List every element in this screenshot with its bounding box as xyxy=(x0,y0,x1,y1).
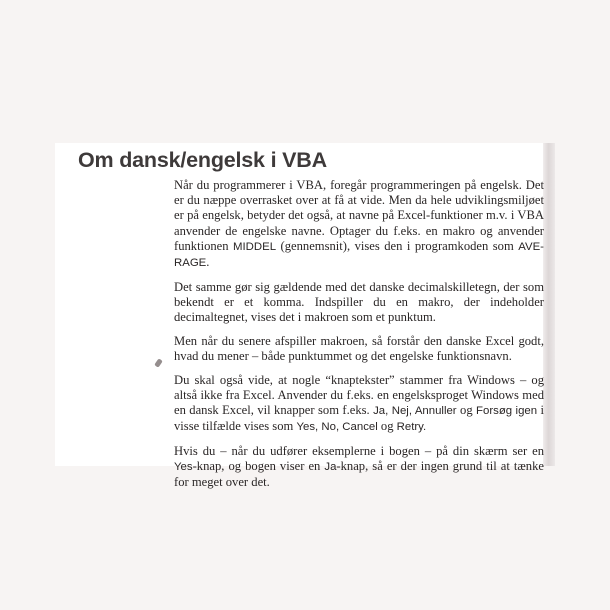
keyword-ja: Ja xyxy=(373,405,386,418)
keyword-nej: Nej xyxy=(391,405,409,418)
keyword-yes: Yes xyxy=(296,421,316,434)
keyword-ja-knap: Ja xyxy=(324,461,337,474)
section-title: Om dansk/engelsk i VBA xyxy=(78,148,327,172)
paragraph-vba-english: Når du programmerer i VBA, foregår programmeringen på engelsk. Det er du næppe overrasket over at få at vide. Men da hele udviklingsmiljøet er på engelsk, betyder det også, at navne på Excel-funktioner m.v. i VBA anvender de engelske navne. Optager du f.eks. en makro og anvender funktionen MIDDEL (gennemsnit), vises den i programkoden som AVE-RAGE. xyxy=(174,178,544,270)
keyword-no: No xyxy=(321,421,336,434)
keyword-annuller: Annuller xyxy=(414,405,457,418)
keyword-average: AVE-RAGE xyxy=(174,240,544,270)
keyword-forsog-igen: Forsøg igen xyxy=(476,405,538,418)
keyword-cancel: Cancel xyxy=(342,421,378,434)
paragraph-playback: Men når du senere afspiller makroen, så forstår den danske Excel godt, hvad du mener – både punktummet og det engelske funktionsnavn. xyxy=(174,333,544,364)
keyword-retry: Retry xyxy=(396,421,424,434)
page-binding-shadow xyxy=(543,143,555,466)
paragraph-yes-ja: Hvis du – når du udfører eksemplerne i bogen – på din skærm ser en Yes-knap, og bogen viser en Ja-knap, så er der ingen grund til at tænke for meget over det. xyxy=(174,444,544,490)
section-body xyxy=(174,178,544,499)
paragraph-decimal-separator: Det samme gør sig gældende med det danske decimalskilletegn, der som bekendt er et komma. Indspiller du en makro, der indeholder decimaltegnet, vises det i makroen som et punktum. xyxy=(174,279,544,325)
keyword-middel: MIDDEL xyxy=(233,240,277,253)
paragraph-button-texts: Du skal også vide, at nogle “knaptekster” stammer fra Windows – og altså ikke fra Excel. Anvender du f.eks. en engelsksproget Windows med en dansk Excel, vil knapper som f.eks. Ja, Nej, Annuller og Forsøg igen i visse tilfælde vises som Yes, No, Cancel og Retry. xyxy=(174,372,544,434)
keyword-yes-knap: Yes xyxy=(174,461,193,474)
